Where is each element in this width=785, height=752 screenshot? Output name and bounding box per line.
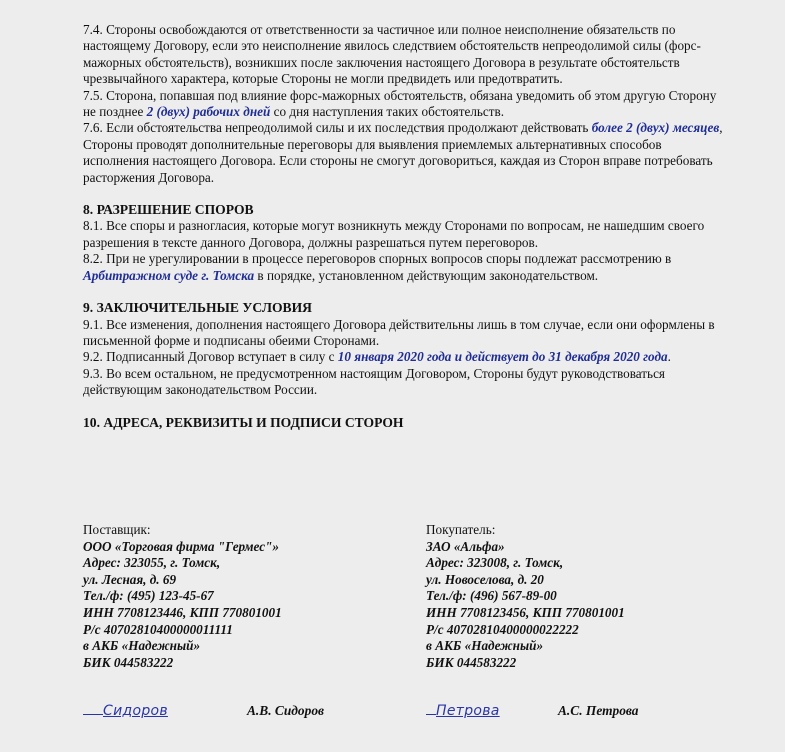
clause-9-1: 9.1. Все изменения, дополнения настоящего Договора действительны лишь в том случае, если они оформлены в письменной форме и подписаны обеими Сторонами. bbox=[83, 316, 715, 348]
section-10-title: 10. АДРЕСА, РЕКВИЗИТЫ И ПОДПИСИ СТОРОН bbox=[83, 414, 404, 430]
highlight-term: до 31 декабря 2020 года bbox=[532, 349, 668, 365]
clause-7-4: 7.4. Стороны освобождаются от ответственности за частичное или полное неисполнение обязательств по настоящему Договору, если это неисполнение явилось следствием обстоятельств непреодолимой силы (форс-мажорных обстоятельств), возникших после заключения настоящего Договора в результате обстоятельств чрезвычайного характера, которые Стороны не могли предвидеть или предотвратить. bbox=[83, 22, 701, 87]
clause-text: . bbox=[667, 349, 671, 365]
buyer-inn: ИНН 7708123456, КПП 770801001 bbox=[426, 604, 625, 620]
buyer-account: Р/с 40702810400000022222 bbox=[426, 621, 579, 637]
highlight-term: Арбитражном суде г. Томска bbox=[83, 267, 255, 283]
clause-text: 8.2. При не урегулировании в процессе переговоров спорных вопросов споры подлежат рассмотрению в bbox=[83, 251, 672, 267]
buyer-bank: в АКБ «Надежный» bbox=[426, 638, 544, 654]
clause-9-2 bbox=[83, 349, 723, 365]
clause-9-3: 9.3. Во всем остальном, не предусмотренном настоящим Договором, Стороны будут руководствоваться действующим законодательством России. bbox=[83, 365, 665, 398]
supplier-signature: Сидоров bbox=[103, 703, 168, 719]
buyer-block bbox=[426, 522, 746, 671]
section-9-title: 9. ЗАКЛЮЧИТЕЛЬНЫЕ УСЛОВИЯ bbox=[83, 300, 312, 316]
clause-8-2 bbox=[83, 251, 723, 284]
supplier-account: Р/с 40702810400000011111 bbox=[83, 621, 233, 637]
supplier-address-line1: Адрес: 323055, г. Томск, bbox=[83, 555, 221, 571]
supplier-inn: ИНН 7708123446, КПП 770801001 bbox=[83, 604, 282, 620]
contract-document bbox=[83, 22, 723, 431]
buyer-signature-line bbox=[426, 703, 500, 719]
supplier-bank: в АКБ «Надежный» bbox=[83, 638, 201, 654]
buyer-signer-block bbox=[558, 703, 638, 719]
buyer-address-line2: ул. Новоселова, д. 20 bbox=[426, 571, 544, 587]
buyer-label: Покупатель: bbox=[426, 522, 496, 537]
supplier-phone: Тел./ф: (495) 123-45-67 bbox=[83, 588, 214, 604]
signature-underline bbox=[83, 714, 103, 715]
supplier-company: ООО «Торговая фирма "Гермес"» bbox=[83, 538, 279, 554]
clause-text: в порядке, установленном действующим законодательством. bbox=[254, 267, 599, 283]
supplier-signature-line bbox=[83, 703, 168, 719]
highlight-term: 2 (двух) рабочих дней bbox=[146, 104, 271, 120]
clause-8-1: 8.1. Все споры и разногласия, которые могут возникнуть между Сторонами по вопросам, не нашедшим своего разрешения в тексте данного Договора, должны разрешаться путем переговоров. bbox=[83, 218, 705, 250]
highlight-term: 10 января 2020 года bbox=[337, 349, 452, 365]
clause-text: 9.2. Подписанный Договор вступает в силу с bbox=[83, 349, 338, 365]
buyer-signer-name: А.С. Петрова bbox=[558, 703, 639, 718]
signature-underline bbox=[426, 714, 436, 715]
supplier-label: Поставщик: bbox=[83, 522, 151, 537]
highlight-term: и действует bbox=[451, 349, 533, 365]
buyer-phone: Тел./ф: (496) 567-89-00 bbox=[426, 588, 557, 604]
clause-text: 7.6. Если обстоятельства непреодолимой силы и их последствия продолжают действовать bbox=[83, 120, 592, 136]
clause-text: со дня наступления таких обстоятельств. bbox=[270, 104, 505, 120]
supplier-signer-name: А.В. Сидоров bbox=[247, 703, 324, 718]
clause-text: , Стороны проводят дополнительные переговоры для выявления приемлемых альтернативных способов исполнения настоящего Договора. Если стороны не смогут договориться, каждая из Сторон вправе потребовать расторжения Договора. bbox=[83, 120, 723, 185]
buyer-signature: Петрова bbox=[436, 703, 500, 719]
buyer-company: ЗАО «Альфа» bbox=[426, 538, 505, 554]
clause-7-6 bbox=[83, 120, 723, 186]
buyer-address-line1: Адрес: 323008, г. Томск, bbox=[426, 555, 564, 571]
highlight-term: более 2 (двух) месяцев bbox=[591, 120, 720, 136]
section-8-title: 8. РАЗРЕШЕНИЕ СПОРОВ bbox=[83, 202, 254, 218]
parties-details bbox=[83, 522, 743, 682]
supplier-block bbox=[83, 522, 403, 671]
clause-7-5 bbox=[83, 88, 723, 121]
clause-text: 7.5. Сторона, попавшая под влияние форс-мажорных обстоятельств, обязана уведомить об этом другую Сторону не позднее bbox=[83, 87, 717, 120]
supplier-bik: БИК 044583222 bbox=[83, 654, 174, 670]
supplier-address-line2: ул. Лесная, д. 69 bbox=[83, 571, 177, 587]
supplier-signer-block bbox=[247, 703, 324, 719]
buyer-bik: БИК 044583222 bbox=[426, 654, 517, 670]
